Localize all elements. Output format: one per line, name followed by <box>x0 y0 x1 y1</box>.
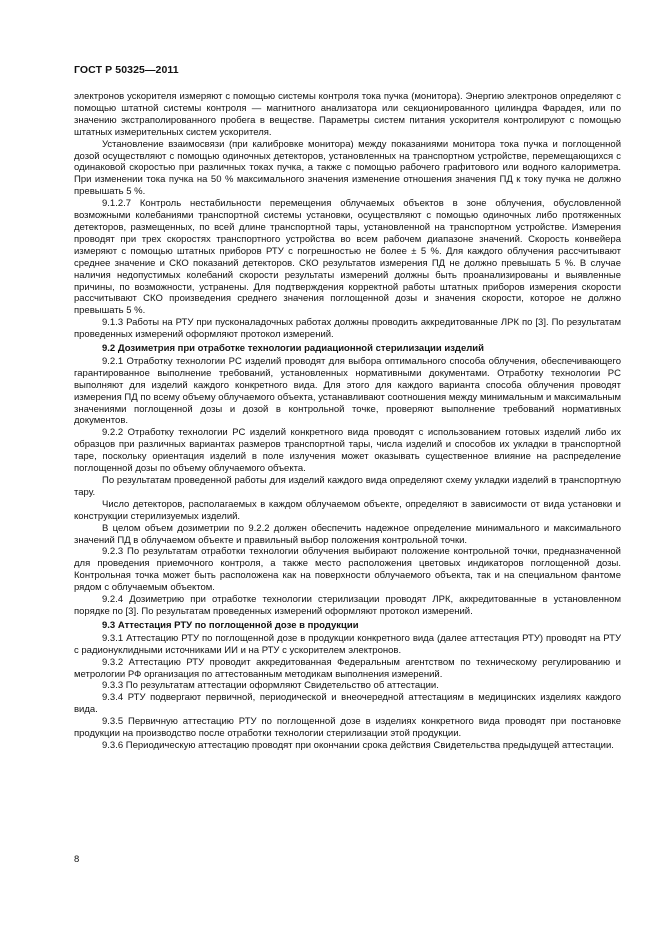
paragraph: электронов ускорителя измеряют с помощью системы контроля тока пучка (монитора). Энергию электронов определяют с помощью штатной системы контроля — магнитного анализатора или секционированного цилиндра Фарадея, или по значению экстраполированного пробега в веществе. Параметры систем питания ускорителя контролируют с помощью штатных измерительных систем ускорителя. <box>74 91 621 138</box>
paragraph: 9.3.1 Аттестацию РТУ по поглощенной дозе в продукции конкретного вида (далее аттестация РТУ) проводят на РТУ с радионуклидными источниками ИИ и на РТУ с ускорителем электронов. <box>74 632 621 656</box>
section-heading: 9.2 Дозиметрия при отработке технологии радиационной стерилизации изделий <box>102 343 484 355</box>
paragraph: 9.3.4 РТУ подвергают первичной, периодической и внеочередной аттестациям в медицинских изделиях каждого вида. <box>74 692 621 716</box>
standard-header: ГОСТ Р 50325—2011 <box>74 64 179 76</box>
paragraph: 9.1.3 Работы на РТУ при пусконаладочных работах должны проводить аккредитованные ЛРК по [3]. По результатам проведенных измерений оформляют протокол измерений. <box>74 317 621 341</box>
paragraph: 9.2.1 Отработку технологии PC изделий проводят для выбора оптимального способа облучения, обеспечивающего гарантированное выполнение требований, установленных нормативными документами. Отработку технологии PC выполняют для изделий каждого конкретного вида. Для этого для каждого варианта способа облучения проводят измерения ПД по всему объему облучаемого объекта, устанавливают соотношения между минимальным и максимальным значениями поглощенной дозы и дозой в контрольной точке, проверяют выполнение требований нормативных документов. <box>74 355 621 427</box>
paragraph: 9.2.3 По результатам отработки технологии облучения выбирают положение контрольной точки, предназначенной для проведения приемочного контроля, а также место расположения цветовых индикаторов поглощенной дозы. Контрольная точка может быть расположена как на поверхности облучаемого объекта, так и на специальном фантоме рядом с облучаемым объектом. <box>74 546 621 594</box>
paragraph: В целом объем дозиметрии по 9.2.2 должен обеспечить надежное определение минимального и максимального значений ПД в облучаемом объекте и правильный выбор положения контрольной точки. <box>74 522 621 546</box>
paragraph: 9.3.6 Периодическую аттестацию проводят при окончании срока действия Свидетельства предыдущей аттестации. <box>102 739 614 751</box>
paragraph: 9.2.2 Отработку технологии PC изделий конкретного вида проводят с использованием готовых изделий либо их образцов при различных вариантах размеров транспортной тары, числа изделий и способов их укладки в транспортной таре, поскольку ориентация изделий в поле излучения может оказывать существенное влияние на распределение поглощенной дозы по объему облучаемого объекта. <box>74 427 621 475</box>
paragraph: 9.2.4 Дозиметрию при отработке технологии стерилизации проводят ЛРК, аккредитованные в установленном порядке по [3]. По результатам проведенных измерений оформляют протокол измерений. <box>74 594 621 617</box>
paragraph: По результатам проведенной работы для изделий каждого вида определяют схему укладки изделий в транспортную тару. <box>74 475 621 498</box>
paragraph: Установление взаимосвязи (при калибровке монитора) между показаниями монитора тока пучка и поглощенной дозой осуществляют с помощью одиночных детекторов, установленных на транспортном устройстве, перемещающихся с одинаковой скоростью при различных токах пучка, а также с помощью рабочего графитового или водного калориметра. При изменении тока пучка на 50 % максимального значения изменение отношения значения ПД к току пучка не должно превышать 5 %. <box>74 138 621 198</box>
paragraph: 9.3.3 По результатам аттестации оформляют Свидетельство об аттестации. <box>102 680 439 692</box>
paragraph: 9.1.2.7 Контроль нестабильности перемещения облучаемых объектов в зоне облучения, обусловленной возможными колебаниями транспортной системы установки, осуществляют с помощью одиночных либо протяженных детекторов, размещенных, по всей длине транспортной тары, установленной на транспортном устройстве. Измерения проводят при трех скоростях транспортного устройства во всем рабочем диапазоне значений. Скорость конвейера измеряют с помощью штатных приборов РТУ с погрешностью не более ± 5 %. Для каждого облучения рассчитывают среднее значение и СКО показаний детекторов. СКО результатов измерения ПД не должно превышать 5 %. В случае наличия недопустимых колебаний скорости результаты измерений должны быть проанализированы и выявленные причины, по возможности, устранены. Для подтверждения корректной работы штатных приборов измерения скорости рассчитывают СКО произведения среднего значения поглощенной дозы и значения скорости, которое не должно превышать 5 %. <box>74 198 621 317</box>
page-number: 8 <box>74 854 80 865</box>
section-heading: 9.3 Аттестация РТУ по поглощенной дозе в продукции <box>102 619 359 631</box>
paragraph: Число детекторов, располагаемых в каждом облучаемом объекте, определяют в зависимости от вида установки и конструкции стерилизуемых изделий. <box>74 498 621 522</box>
paragraph: 9.3.5 Первичную аттестацию РТУ по поглощенной дозе в изделиях конкретного вида проводят при постановке продукции на производство после отработки технологии стерилизации этой продукции. <box>74 716 621 740</box>
paragraph: 9.3.2 Аттестацию РТУ проводит аккредитованная Федеральным агентством по техническому регулированию и метрологии РФ организация по аттестованным методикам выполнения измерений. <box>74 656 621 680</box>
document-body <box>74 91 621 752</box>
